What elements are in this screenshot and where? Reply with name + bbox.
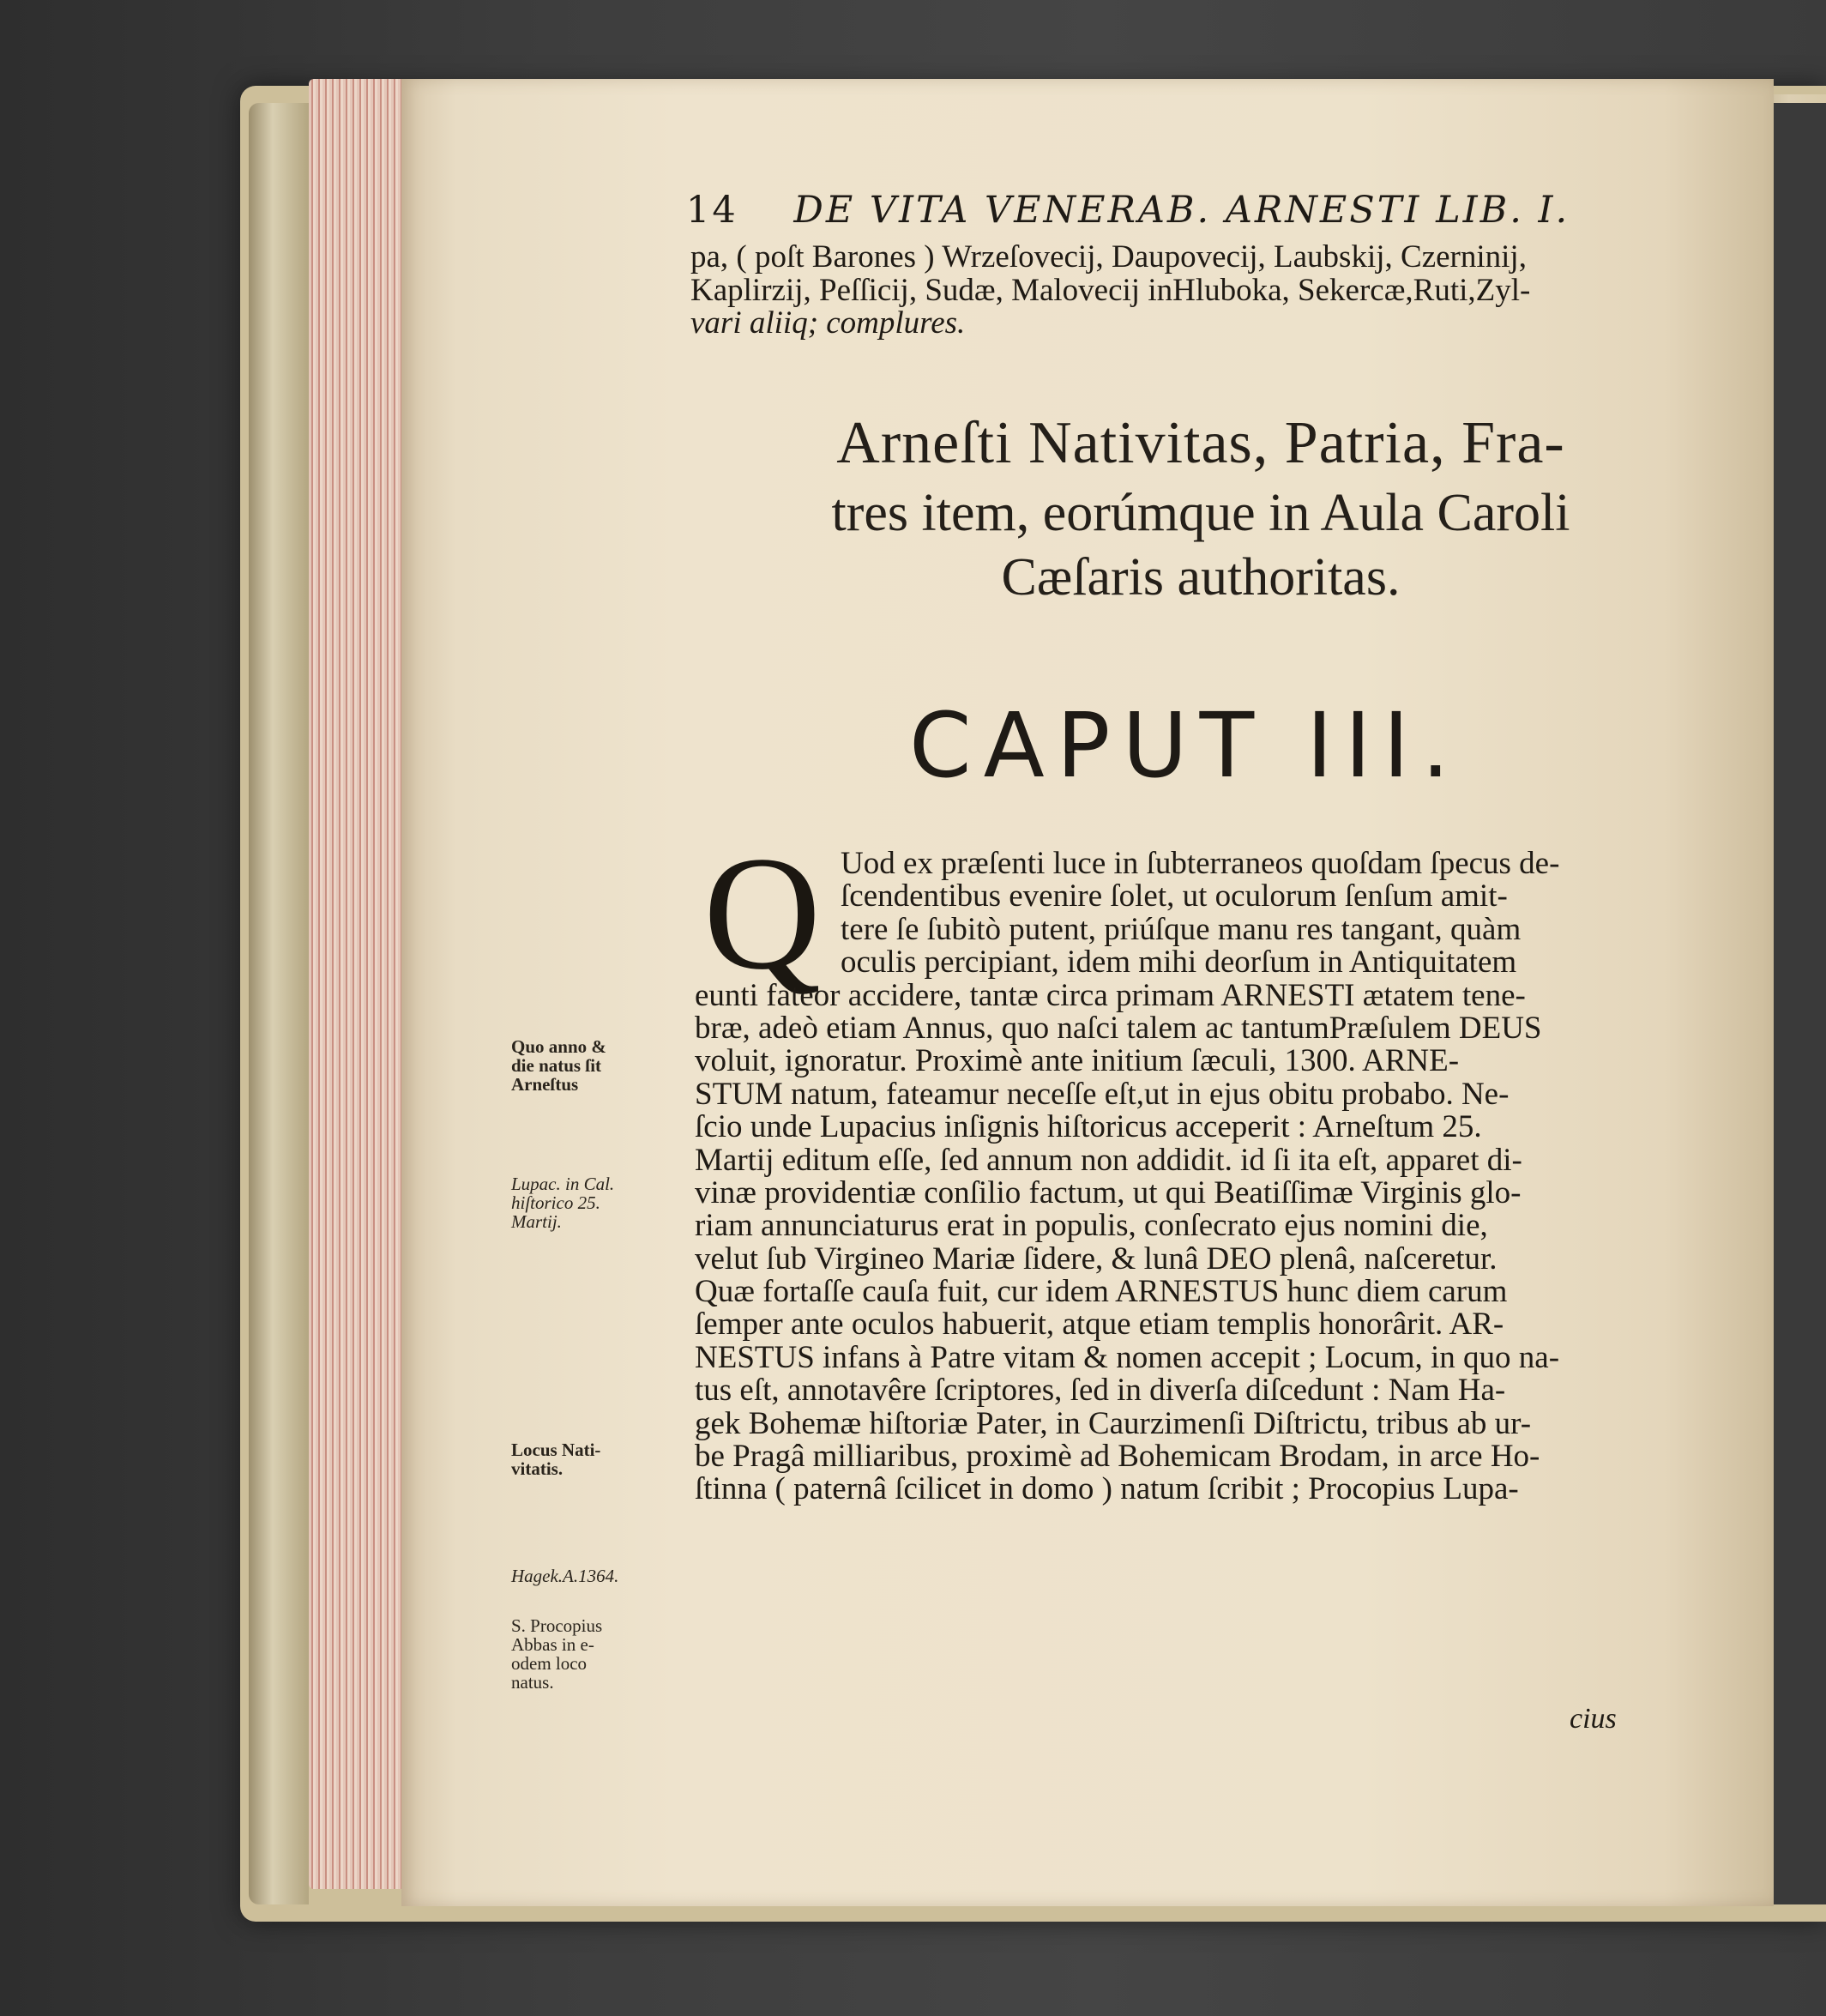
text-line: tere ſe ſubitò putent, priúſque manu res tangant, quàm: [841, 911, 1522, 947]
text-line: Uod ex præſenti luce in ſubterraneos quoſdam ſpecus de-: [841, 846, 1560, 881]
text-line: STUM natum, fateamur neceſſe eſt,ut in ejus obitu probabo. Ne-: [695, 1076, 1510, 1112]
margin-line: die natus ſit: [511, 1055, 602, 1076]
text-line: bræ, adeò etiam Annus, quo naſci talem ac tantumPræſulem DEUS: [695, 1010, 1542, 1046]
page-number: 14: [686, 189, 738, 232]
margin-note-lupacius: [511, 1174, 614, 1231]
margin-line: Abbas in e-: [511, 1634, 594, 1655]
margin-line: vitatis.: [511, 1458, 563, 1479]
text-line: ſtinna ( paternâ ſcilicet in domo ) natum ſcribit ; Procopius Lupa-: [695, 1471, 1519, 1507]
margin-line: Locus Nati-: [511, 1440, 601, 1460]
margin-line: odem loco: [511, 1653, 588, 1674]
margin-note-birth-date: [511, 1037, 606, 1094]
margin-note-procopius: [511, 1616, 602, 1692]
running-title: DE VITA VENERAB. ARNESTI LIB. I.: [793, 189, 1570, 232]
main-text-block: [695, 848, 1559, 1506]
margin-note-birthplace: [511, 1440, 600, 1478]
text-line: Martij editum eſſe, ſed annum non addidit. id ſi ita eſt, apparet di-: [695, 1142, 1522, 1178]
page-block-edge: [309, 79, 403, 1889]
text-line: ſcio unde Lupacius inſignis hiſtoricus acceperit : Arneſtum 25.: [695, 1109, 1482, 1145]
margin-line: hiſtorico 25.: [511, 1192, 600, 1213]
continuation-text: [690, 241, 1530, 341]
heading-line: Arneſti Nativitas, Patria, Fra-: [836, 410, 1565, 476]
margin-line: natus.: [511, 1672, 554, 1693]
text-line: oculis percipiant, idem mihi deorſum in Antiquitatem: [841, 945, 1517, 981]
text-line: vari aliiq; complures.: [690, 305, 966, 341]
margin-line: Quo anno &: [511, 1036, 606, 1057]
text-line: Quæ fortaſſe cauſa fuit, cur idem ARNESTUS hunc diem carum: [695, 1274, 1508, 1310]
text-line: Kaplirzij, Peſſicij, Sudæ, Malovecij inHluboka, Sekercæ,Ruti,Zyl-: [690, 272, 1531, 308]
margin-line: Arneſtus: [511, 1074, 579, 1095]
margin-line: Hagek.A.1364.: [511, 1566, 619, 1586]
chapter-number: CAPUT III.: [909, 693, 1462, 798]
text-line: ſemper ante oculos habuerit, atque etiam templis honorârit. AR-: [695, 1307, 1504, 1343]
text-line: riam annunciaturus erat in populis, conſecrato ejus nomini die,: [695, 1208, 1488, 1244]
text-line: voluit, ignoratur. Proximè ante initium ſæculi, 1300. ARNE-: [695, 1043, 1460, 1079]
text-line: be Pragâ milliaribus, proximè ad Bohemicam Brodam, in arce Ho-: [695, 1439, 1540, 1475]
text-line: ſcendentibus evenire ſolet, ut oculorum ſenſum amit-: [841, 878, 1508, 914]
text-line: eunti fateor accidere, tantæ circa primam ARNESTI ætatem tene-: [695, 977, 1526, 1013]
running-head: [686, 189, 1570, 232]
text-line: gek Bohemæ hiſtoriæ Pater, in Caurzimenſi Diſtrictu, tribus ab ur-: [695, 1405, 1532, 1441]
heading-line: Cæſaris authoritas.: [1001, 548, 1401, 607]
drop-capital: Q: [703, 824, 822, 1004]
book-spine: [249, 103, 309, 1904]
text-line: velut ſub Virgineo Mariæ ſidere, & lunâ DEO plenâ, naſceretur.: [695, 1240, 1498, 1277]
background-strip: [1767, 103, 1826, 1904]
text-line: tus eſt, annotavêre ſcriptores, ſed in diverſa diſcedunt : Nam Ha-: [695, 1373, 1506, 1409]
margin-line: S. Procopius: [511, 1615, 603, 1636]
margin-line: Martij.: [511, 1211, 562, 1232]
chapter-heading: [686, 407, 1715, 608]
text-line: vinæ providentiæ conſilio factum, ut qui Beatiſſimæ Virginis glo-: [695, 1174, 1522, 1210]
text-line: pa, ( poſt Barones ) Wrzeſovecij, Daupovecij, Laubskij, Czerninij,: [690, 239, 1527, 275]
text-line: NESTUS infans à Patre vitam & nomen accepit ; Locum, in quo na-: [695, 1339, 1560, 1375]
heading-line: tres item, eorúmque in Aula Caroli: [831, 484, 1570, 542]
margin-note-hagek: [511, 1566, 618, 1585]
catchword: cius: [1570, 1703, 1617, 1735]
margin-line: Lupac. in Cal.: [511, 1174, 615, 1194]
